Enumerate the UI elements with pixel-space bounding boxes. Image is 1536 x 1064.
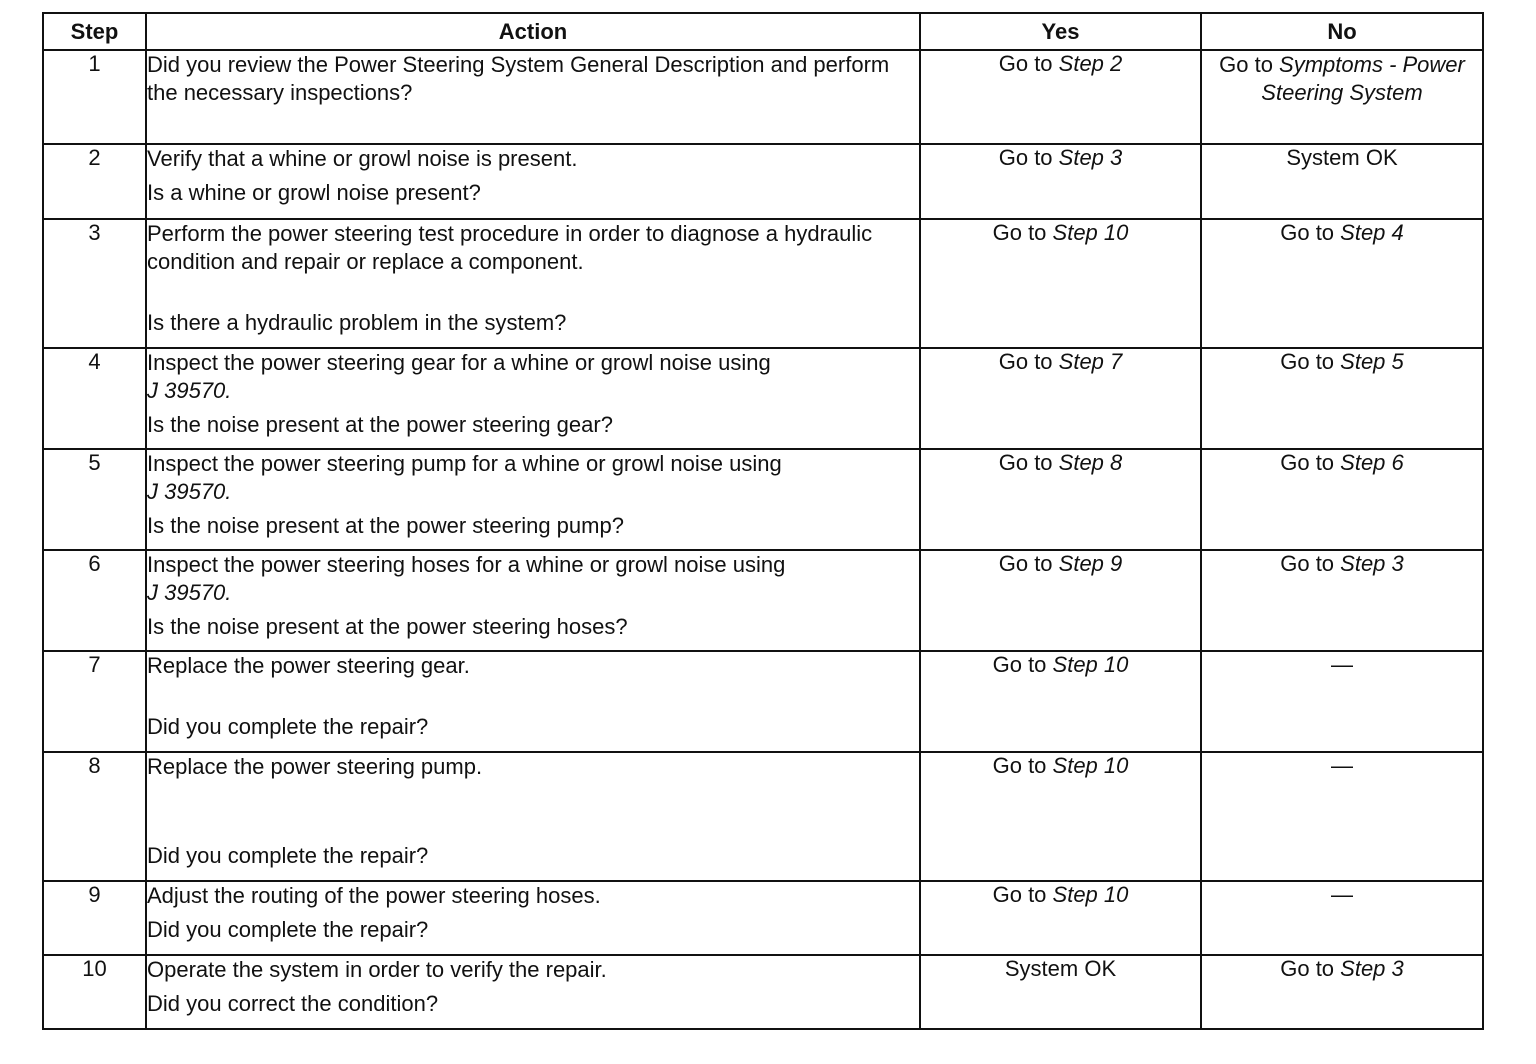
action-question: Did you complete the repair?	[147, 714, 429, 739]
no-link[interactable]: Step 3	[1340, 551, 1404, 576]
no-dash: —	[1331, 753, 1353, 778]
action-text: Verify that a whine or growl noise is present.	[147, 146, 578, 171]
no-link[interactable]: Step 3	[1340, 956, 1404, 981]
no-cell	[1201, 881, 1483, 955]
step-number: 4	[43, 348, 146, 449]
yes-prefix: Go to	[992, 882, 1053, 907]
action-question: Is a whine or growl noise present?	[147, 180, 481, 205]
action-text: Perform the power steering test procedure in order to diagnose a hydraulic condition and repair or replace a component.	[147, 221, 873, 274]
yes-prefix: Go to	[992, 220, 1053, 245]
table-row	[43, 651, 1483, 752]
no-link[interactable]: Step 4	[1340, 220, 1404, 245]
header-no: No	[1201, 13, 1483, 50]
step-number: 2	[43, 144, 146, 219]
no-prefix: Go to	[1280, 220, 1341, 245]
tool-reference: J 39570.	[147, 479, 232, 504]
yes-cell	[920, 955, 1201, 1029]
action-question: Did you complete the repair?	[147, 917, 429, 942]
no-prefix: Go to	[1219, 52, 1280, 77]
table-row	[43, 752, 1483, 881]
yes-link[interactable]: Step 9	[1058, 551, 1123, 576]
step-number: 6	[43, 550, 146, 651]
no-cell	[1201, 752, 1483, 881]
action-cell	[146, 752, 920, 881]
yes-link[interactable]: Step 7	[1058, 349, 1123, 374]
tool-reference: J 39570.	[147, 580, 232, 605]
action-text: Replace the power steering pump.	[147, 754, 483, 779]
action-question: Is the noise present at the power steering pump?	[147, 513, 624, 538]
no-link[interactable]: Symptoms - Power Steering System	[1261, 52, 1465, 105]
tool-reference: J 39570.	[147, 378, 232, 403]
yes-cell	[920, 144, 1201, 219]
action-text: Adjust the routing of the power steering hoses.	[147, 883, 601, 908]
action-text: Replace the power steering gear.	[147, 653, 470, 678]
step-number: 8	[43, 752, 146, 881]
yes-link[interactable]: Step 2	[1058, 51, 1123, 76]
action-text: Inspect the power steering gear for a whine or growl noise using	[147, 350, 771, 375]
action-cell	[146, 50, 920, 144]
no-cell	[1201, 955, 1483, 1029]
no-cell	[1201, 144, 1483, 219]
action-question: Is the noise present at the power steering gear?	[147, 412, 613, 437]
step-number: 3	[43, 219, 146, 348]
action-cell	[146, 651, 920, 752]
step-number: 9	[43, 881, 146, 955]
no-cell	[1201, 219, 1483, 348]
action-question: Did you correct the condition?	[147, 991, 439, 1016]
action-text: Did you review the Power Steering System General Description and perform the necessary inspections?	[147, 52, 890, 105]
action-question: Is the noise present at the power steering hoses?	[147, 614, 628, 639]
action-cell	[146, 881, 920, 955]
action-question: Did you complete the repair?	[147, 843, 429, 868]
table-row	[43, 449, 1483, 550]
step-number: 5	[43, 449, 146, 550]
action-text: Operate the system in order to verify the repair.	[147, 957, 607, 982]
yes-link[interactable]: Step 3	[1058, 145, 1123, 170]
yes-prefix: Go to	[998, 450, 1059, 475]
diagnostic-table	[42, 12, 1484, 1030]
table-row	[43, 50, 1483, 144]
no-cell	[1201, 449, 1483, 550]
yes-cell	[920, 881, 1201, 955]
yes-link[interactable]: Step 10	[1052, 220, 1129, 245]
no-prefix: Go to	[1280, 450, 1341, 475]
yes-link[interactable]: Step 10	[1052, 753, 1129, 778]
header-yes: Yes	[920, 13, 1201, 50]
no-prefix: System OK	[1286, 145, 1398, 170]
table-row	[43, 219, 1483, 348]
table-row	[43, 955, 1483, 1029]
action-cell	[146, 550, 920, 651]
no-cell	[1201, 348, 1483, 449]
yes-link[interactable]: Step 10	[1052, 652, 1129, 677]
yes-prefix: Go to	[998, 145, 1059, 170]
yes-cell	[920, 752, 1201, 881]
action-text: Inspect the power steering pump for a whine or growl noise using	[147, 451, 782, 476]
action-cell	[146, 449, 920, 550]
action-question: Is there a hydraulic problem in the system?	[147, 310, 567, 335]
yes-prefix: Go to	[992, 652, 1053, 677]
table-row	[43, 348, 1483, 449]
yes-link[interactable]: Step 8	[1058, 450, 1123, 475]
yes-prefix: Go to	[998, 51, 1059, 76]
action-text: Inspect the power steering hoses for a whine or growl noise using	[147, 552, 786, 577]
yes-prefix: System OK	[1004, 956, 1117, 981]
action-cell	[146, 219, 920, 348]
header-action: Action	[146, 13, 920, 50]
no-link[interactable]: Step 5	[1340, 349, 1404, 374]
table-row	[43, 881, 1483, 955]
yes-cell	[920, 550, 1201, 651]
no-link[interactable]: Step 6	[1340, 450, 1404, 475]
step-number: 1	[43, 50, 146, 144]
yes-prefix: Go to	[992, 753, 1053, 778]
no-dash: —	[1331, 652, 1353, 677]
no-prefix: Go to	[1280, 349, 1341, 374]
no-prefix: Go to	[1280, 956, 1341, 981]
no-prefix: Go to	[1280, 551, 1341, 576]
table-row	[43, 144, 1483, 219]
yes-prefix: Go to	[998, 551, 1059, 576]
step-number: 7	[43, 651, 146, 752]
no-cell	[1201, 550, 1483, 651]
yes-cell	[920, 651, 1201, 752]
no-dash: —	[1331, 882, 1353, 907]
table-row	[43, 550, 1483, 651]
header-step: Step	[43, 13, 146, 50]
step-number: 10	[43, 955, 146, 1029]
yes-cell	[920, 348, 1201, 449]
no-cell	[1201, 651, 1483, 752]
yes-prefix: Go to	[998, 349, 1059, 374]
action-cell	[146, 348, 920, 449]
yes-link[interactable]: Step 10	[1052, 882, 1129, 907]
no-cell	[1201, 50, 1483, 144]
yes-cell	[920, 50, 1201, 144]
action-cell	[146, 955, 920, 1029]
action-cell	[146, 144, 920, 219]
header-row	[43, 13, 1483, 50]
yes-cell	[920, 219, 1201, 348]
yes-cell	[920, 449, 1201, 550]
